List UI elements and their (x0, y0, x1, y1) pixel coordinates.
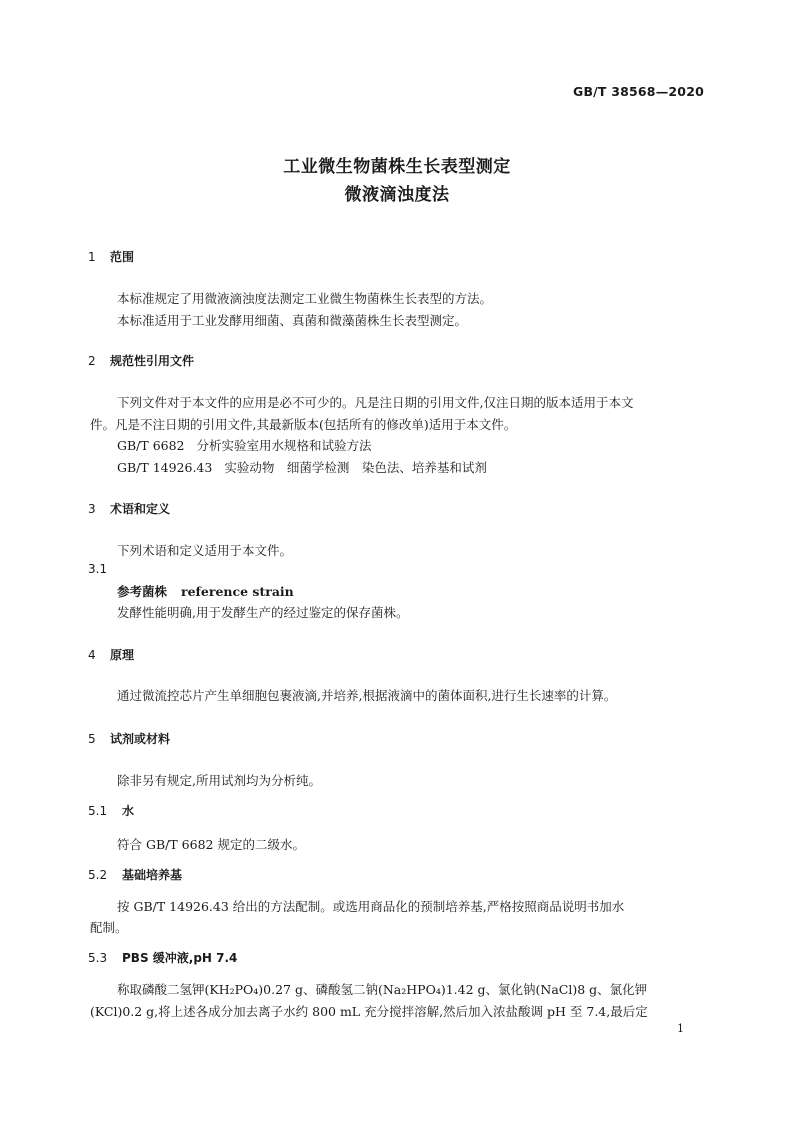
section-5-heading (88, 730, 170, 747)
section-3-heading (88, 500, 170, 517)
section-4-heading (88, 646, 134, 663)
subsection-title: 水 (122, 804, 135, 818)
document-title-line2: 微液滴浊度法 (344, 185, 450, 205)
reference-item (117, 436, 372, 454)
reference-title: 实验动物 细菌学检测 染色法、培养基和试剂 (224, 460, 487, 475)
section-2-heading (88, 352, 194, 369)
section-number: 1 (88, 250, 96, 264)
paragraph-line: 下列文件对于本文件的应用是必不可少的。凡是注日期的引用文件,仅注日期的版本适用于本文 (117, 395, 634, 410)
page-number: 1 (677, 1022, 684, 1035)
paragraph-line: 件。凡是不注日期的引用文件,其最新版本(包括所有的修改单)适用于本文件。 (90, 417, 517, 432)
paragraph: 下列术语和定义适用于本文件。 (117, 543, 293, 558)
section-title: 原理 (110, 648, 135, 662)
paragraph-line: (KCl)0.2 g,将上述各成分加去离子水约 800 mL 充分搅拌溶解,然后加入浓盐酸调 pH 至 7.4,最后定 (90, 1004, 648, 1019)
section-1-heading (88, 248, 134, 265)
reference-item (117, 458, 487, 476)
term-chinese: 参考菌株 (117, 584, 168, 599)
reference-code: GB/T 6682 (117, 438, 185, 453)
paragraph: 通过微流控芯片产生单细胞包裹液滴,并培养,根据液滴中的菌体面积,进行生长速率的计算。 (117, 688, 617, 703)
paragraph-line: 称取磷酸二氢钾(KH₂PO₄)0.27 g、磷酸氢二钠(Na₂HPO₄)1.42 g、氯化钠(NaCl)8 g、氯化钾 (117, 982, 648, 997)
section-title: 试剂或材料 (110, 732, 171, 746)
subsection-title: PBS 缓冲液,pH 7.4 (122, 951, 238, 965)
term-english: reference strain (181, 584, 294, 599)
section-title: 术语和定义 (110, 502, 171, 516)
section-number: 3 (88, 502, 96, 516)
subsection-5-3-heading (88, 949, 237, 966)
subsection-number-text: 3.1 (88, 562, 108, 576)
section-title: 规范性引用文件 (110, 354, 195, 368)
section-number: 5 (88, 732, 96, 746)
subsection-5-1-heading (88, 802, 134, 819)
subsection-number (88, 562, 122, 576)
reference-title: 分析实验室用水规格和试验方法 (196, 438, 372, 453)
document-title-line1: 工业微生物菌株生长表型测定 (283, 157, 511, 177)
paragraph: 本标准适用于工业发酵用细菌、真菌和微藻菌株生长表型测定。 (117, 313, 468, 328)
section-number: 2 (88, 354, 96, 368)
term-definition: 发酵性能明确,用于发酵生产的经过鉴定的保存菌株。 (117, 605, 409, 620)
paragraph-line: 按 GB/T 14926.43 给出的方法配制。或选用商品化的预制培养基,严格按照商品说明书加水 (117, 899, 625, 914)
reference-code: GB/T 14926.43 (117, 460, 213, 475)
subsection-number: 5.3 (88, 951, 108, 965)
subsection-title: 基础培养基 (122, 868, 183, 882)
subsection-5-2-heading (88, 866, 182, 883)
standard-number: GB/T 38568—2020 (572, 84, 704, 99)
paragraph: 本标准规定了用微液滴浊度法测定工业微生物菌株生长表型的方法。 (117, 291, 493, 306)
term-entry (117, 582, 294, 600)
section-number: 4 (88, 648, 96, 662)
subsection-number: 5.1 (88, 804, 108, 818)
paragraph: 符合 GB/T 6682 规定的二级水。 (117, 837, 305, 852)
paragraph: 除非另有规定,所用试剂均为分析纯。 (117, 773, 321, 788)
paragraph-line: 配制。 (90, 920, 128, 935)
subsection-number: 5.2 (88, 868, 108, 882)
section-title: 范围 (110, 250, 135, 264)
